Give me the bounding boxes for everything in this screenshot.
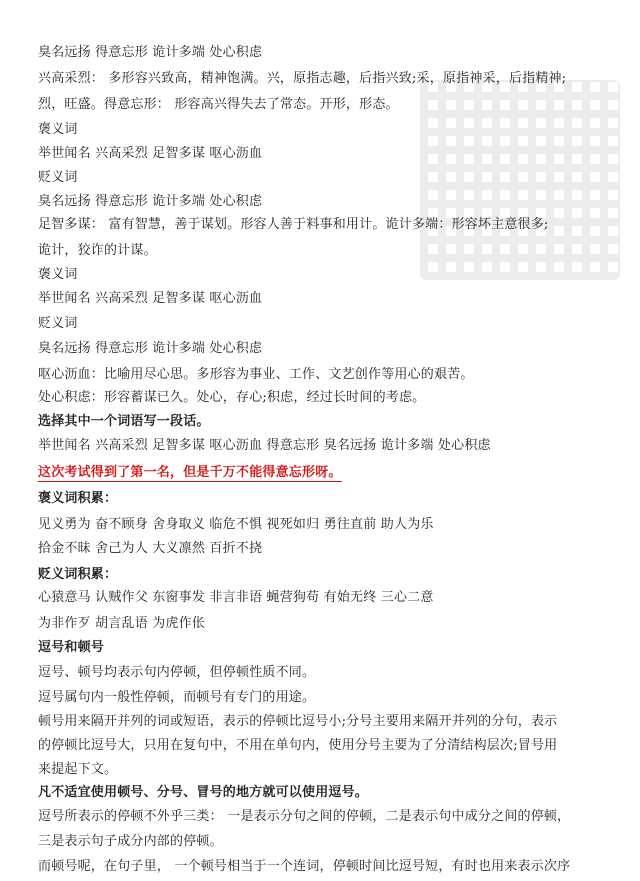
text-line: 烈，旺盛。得意忘形： 形容高兴得失去了常态。开形，形态。 (38, 97, 399, 112)
text-line: 举世闻名 兴高采烈 足智多谋 呕心沥血 (38, 146, 263, 161)
text-line: 臭名远扬 得意忘形 诡计多端 处心积虑 (38, 194, 263, 209)
text-line: 呕心沥血：比喻用尽心思。多形容为事业、工作、文艺创作等用心的艰苦。 (38, 367, 474, 382)
text-line: 拾金不昧 舍己为人 大义凛然 百折不挠 (38, 541, 263, 556)
text-line: 为非作歹 胡言乱语 为虎作伥 (38, 616, 206, 631)
text-line: 的停顿比逗号大，只用在复句中，不用在单句内，使用分号主要为了分清结构层次;冒号用 (38, 738, 558, 753)
text-line: 举世闻名 兴高采烈 足智多谋 呕心沥血 得意忘形 臭名远扬 诡计多端 处心积虑 (38, 438, 491, 453)
text-line: 三是表示句子成分内部的停顿。 (38, 834, 223, 849)
text-line: 兴高采烈： 多形容兴致高，精神饱满。兴，原指志趣，后指兴致;采，原指神采，后指精神; (38, 71, 567, 86)
text-line: 逗号、顿号均表示句内停顿，但停顿性质不同。 (38, 665, 316, 680)
text-line: 褒义词 (38, 267, 78, 282)
text-line: 见义勇为 奋不顾身 舍身取义 临危不惧 视死如归 勇往直前 助人为乐 (38, 517, 434, 532)
text-line: 臭名远扬 得意忘形 诡计多端 处心积虑 (38, 341, 263, 356)
section-heading: 褒义词积累： (38, 491, 118, 506)
section-heading: 凡不适宜使用顿号、分号、冒号的地方就可以使用逗号。 (38, 785, 369, 800)
text-line: 顿号用来隔开并列的词或短语，表示的停顿比逗号小;分号主要用来隔开并列的分句，表示 (38, 714, 558, 729)
text-line: 举世闻名 兴高采烈 足智多谋 呕心沥血 (38, 291, 263, 306)
text-line: 贬义词 (38, 170, 78, 185)
underlined-text: 这次考试得到了第一名，但是千万不能得意忘形呀。 (38, 465, 342, 480)
example-sentence (38, 464, 620, 482)
text-line: 臭名远扬 得意忘形 诡计多端 处心积虑 (38, 45, 263, 60)
text-line: 来提起下文。 (38, 762, 118, 777)
text-line: 褒义词 (38, 122, 78, 137)
text-line: 心猿意马 认贼作父 东窗事发 非言非语 蝇营狗苟 有始无终 三心二意 (38, 590, 434, 605)
section-heading: 选择其中一个词语写一段话。 (38, 414, 210, 429)
section-heading: 逗号和顿号 (38, 640, 105, 655)
text-line: 足智多谋： 富有智慧，善于谋划。形容人善于料事和用计。诡计多端：形容坏主意很多; (38, 217, 549, 232)
text-line: 逗号属句内一般性停顿，而顿号有专门的用途。 (38, 690, 316, 705)
text-line: 逗号所表示的停顿不外乎三类： 一是表示分句之间的停顿，二是表示句中成分之间的停顿， (38, 809, 571, 824)
text-line: 处心积虑：形容蓄谋已久。处心，存心;积虑，经过长时间的考虑。 (38, 390, 426, 405)
text-line: 诡计，狡诈的计谋。 (38, 243, 157, 258)
section-heading: 贬义词积累： (38, 567, 118, 582)
text-line: 而顿号呢，在句子里， 一个顿号相当于一个连词，停顿时间比逗号短，有时也用来表示次序 (38, 859, 571, 874)
text-line: 贬义词 (38, 316, 78, 331)
